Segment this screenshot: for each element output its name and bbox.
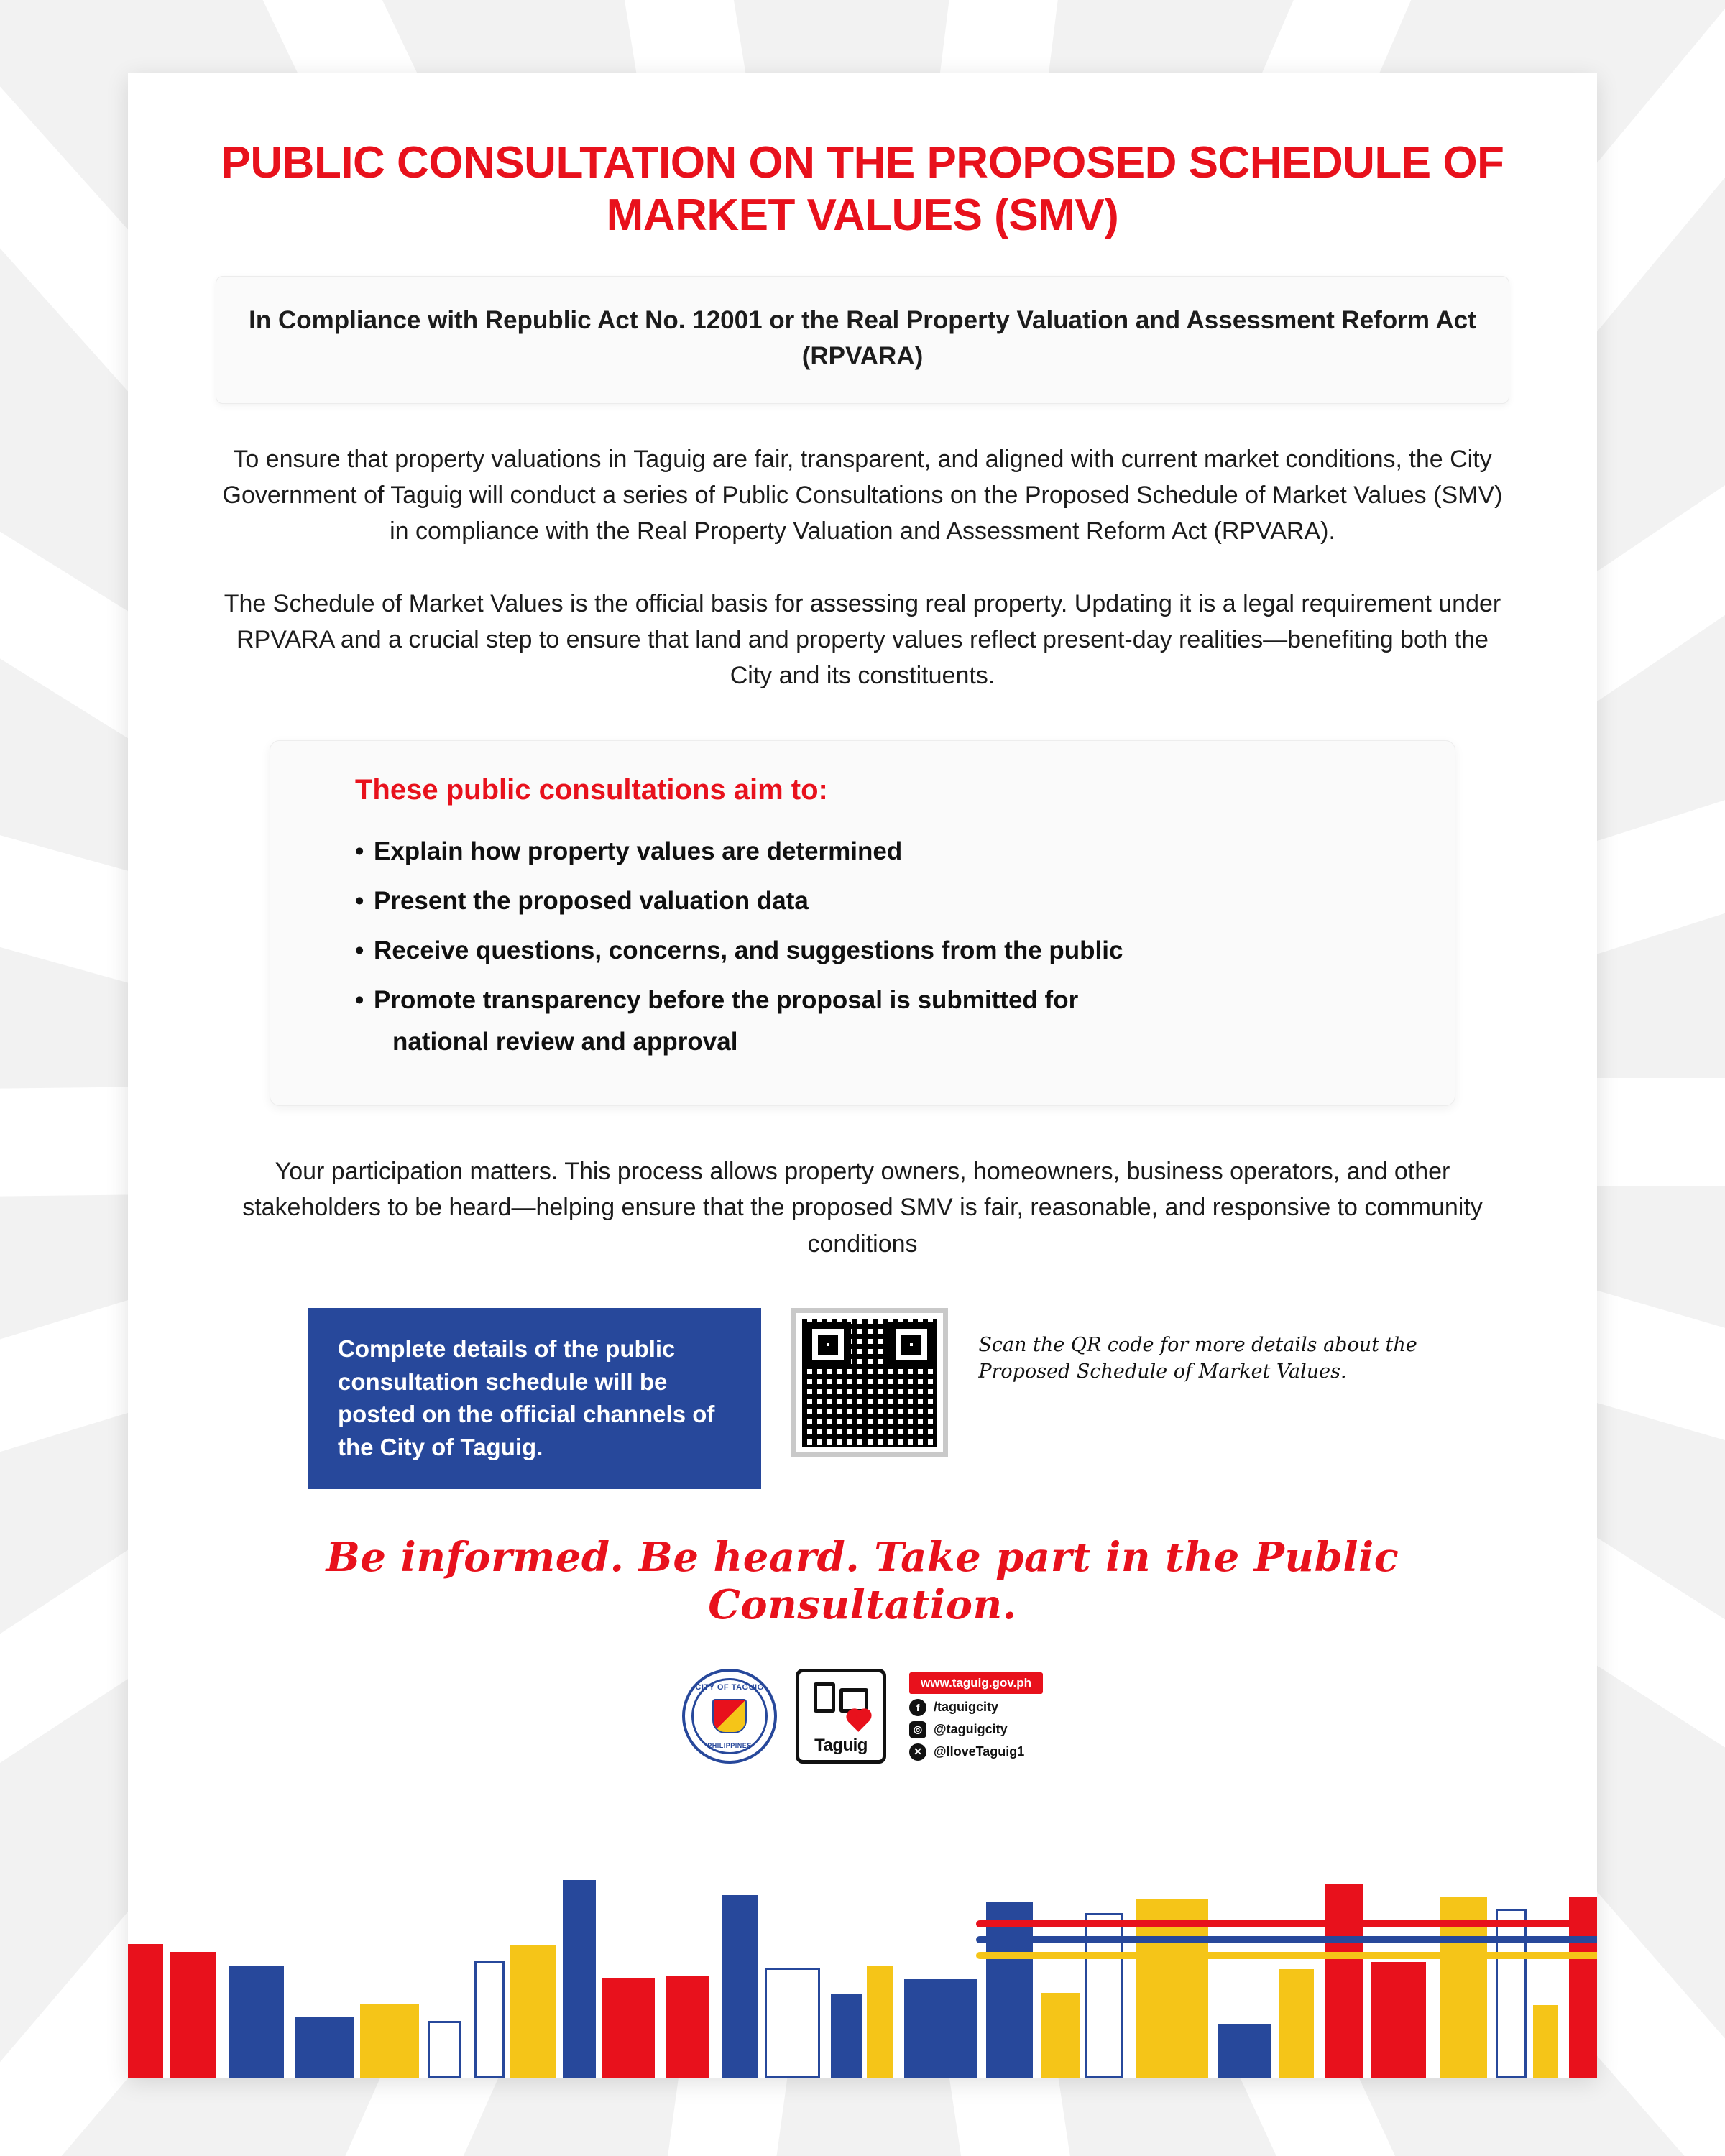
qr-code-image (802, 1319, 937, 1447)
social-link-facebook[interactable] (909, 1699, 1043, 1716)
x-twitter-icon: ✕ (909, 1743, 926, 1761)
bullet-icon: • (355, 936, 364, 965)
building-shape (986, 1902, 1033, 2078)
facebook-icon: f (909, 1699, 926, 1716)
bullet-icon: • (355, 986, 364, 1015)
list-item (342, 876, 1404, 926)
list-item-continuation: national review and approval (392, 1027, 738, 1056)
qr-caption: Scan the QR code for more details about the Proposed Schedule of Market Values. (978, 1333, 1417, 1383)
poster-card (128, 73, 1597, 2078)
social-links (905, 1672, 1043, 1761)
building-icon (814, 1682, 835, 1713)
qr-code[interactable] (791, 1308, 948, 1457)
list-item-label: Receive questions, concerns, and suggestions from the public (374, 936, 1123, 965)
social-handle-x: @IloveTaguig1 (934, 1744, 1025, 1759)
cityscape-illustration (128, 1841, 1597, 2078)
instagram-icon: ◎ (909, 1721, 926, 1738)
building-shape (1279, 1969, 1314, 2078)
building-shape (831, 1994, 862, 2078)
social-link-x[interactable] (909, 1743, 1043, 1761)
building-shape (360, 2004, 419, 2078)
bullet-icon: • (355, 837, 364, 865)
building-shape (1496, 1909, 1527, 2078)
building-shape (765, 1968, 820, 2078)
building-shape (170, 1952, 216, 2078)
wave-ribbon (976, 1920, 1597, 1927)
aims-panel (270, 740, 1455, 1106)
slogan: Be informed. Be heard. Take part in the Public Consultation. (326, 1534, 1399, 1629)
building-shape (904, 1979, 978, 2078)
building-shape (295, 2017, 354, 2078)
building-shape (1218, 2024, 1271, 2078)
taguig-logo-word: Taguig (814, 1736, 868, 1756)
building-shape (1371, 1962, 1426, 2078)
building-shape (1533, 2005, 1558, 2078)
footer-branding (214, 1669, 1511, 1764)
list-item (342, 975, 1404, 1067)
list-item-label: Present the proposed valuation data (374, 886, 809, 915)
aims-heading: These public consultations aim to: (355, 773, 828, 806)
page-title: PUBLIC CONSULTATION ON THE PROPOSED SCHEDULE OF MARKET VALUES (SMV) (221, 138, 1504, 241)
social-link-instagram[interactable] (909, 1721, 1043, 1738)
wave-ribbon (976, 1936, 1597, 1943)
list-item-label: Explain how property values are determined (374, 837, 903, 865)
smv-explanation-paragraph: The Schedule of Market Values is the official basis for assessing real property. Updating it is a legal requirement under RPVARA and a crucial step to ensure that land and property values reflect present-day realities—benefiting both the City and its constituents. (224, 589, 1501, 690)
list-item-label: Promote transparency before the proposal is submitted for (374, 986, 1079, 1015)
building-shape (128, 1944, 163, 2078)
bullet-icon: • (355, 886, 364, 915)
building-shape (474, 1961, 505, 2078)
building-shape (867, 1966, 893, 2078)
building-shape (1041, 1993, 1080, 2078)
aims-list (342, 826, 1404, 1067)
taguig-logo (796, 1669, 886, 1764)
building-shape (229, 1966, 284, 2078)
schedule-notice-banner: Complete details of the public consultation schedule will be posted on the official channels of the City of Taguig. (308, 1308, 761, 1489)
building-shape (428, 2021, 461, 2078)
building-shape (722, 1895, 758, 2078)
social-handle-facebook: /taguigcity (934, 1700, 999, 1715)
seal-top-text: CITY OF TAGUIG (695, 1683, 764, 1692)
list-item (342, 826, 1404, 876)
building-shape (510, 1945, 556, 2078)
seal-bottom-text: PHILIPPINES (707, 1742, 752, 1750)
building-shape (1325, 1884, 1363, 2078)
details-and-qr-row (308, 1308, 1511, 1489)
compliance-note: In Compliance with Republic Act No. 12001 or the Real Property Valuation and Assessment Reform Act (RPVARA) (216, 276, 1509, 403)
participation-paragraph: Your participation matters. This process allows property owners, homeowners, business operators, and other stakeholders to be heard—helping ensure that the proposed SMV is fair, reasonable, and responsive to community conditions (242, 1158, 1483, 1258)
list-item (342, 926, 1404, 975)
heart-icon (848, 1710, 870, 1732)
building-shape (563, 1880, 596, 2078)
wave-ribbon (976, 1952, 1597, 1959)
social-handle-instagram: @taguigcity (934, 1722, 1008, 1737)
building-shape (602, 1978, 655, 2078)
city-seal-logo (682, 1669, 777, 1764)
building-shape (666, 1976, 709, 2078)
intro-paragraph: To ensure that property valuations in Taguig are fair, transparent, and aligned with current market conditions, the City Government of Taguig will conduct a series of Public Consultations on the Proposed Schedule of Market Values (SMV) in compliance with the Real Property Valuation and Assessment Reform Act (RPVARA). (222, 445, 1503, 545)
website-link[interactable]: www.taguig.gov.ph (909, 1672, 1043, 1694)
